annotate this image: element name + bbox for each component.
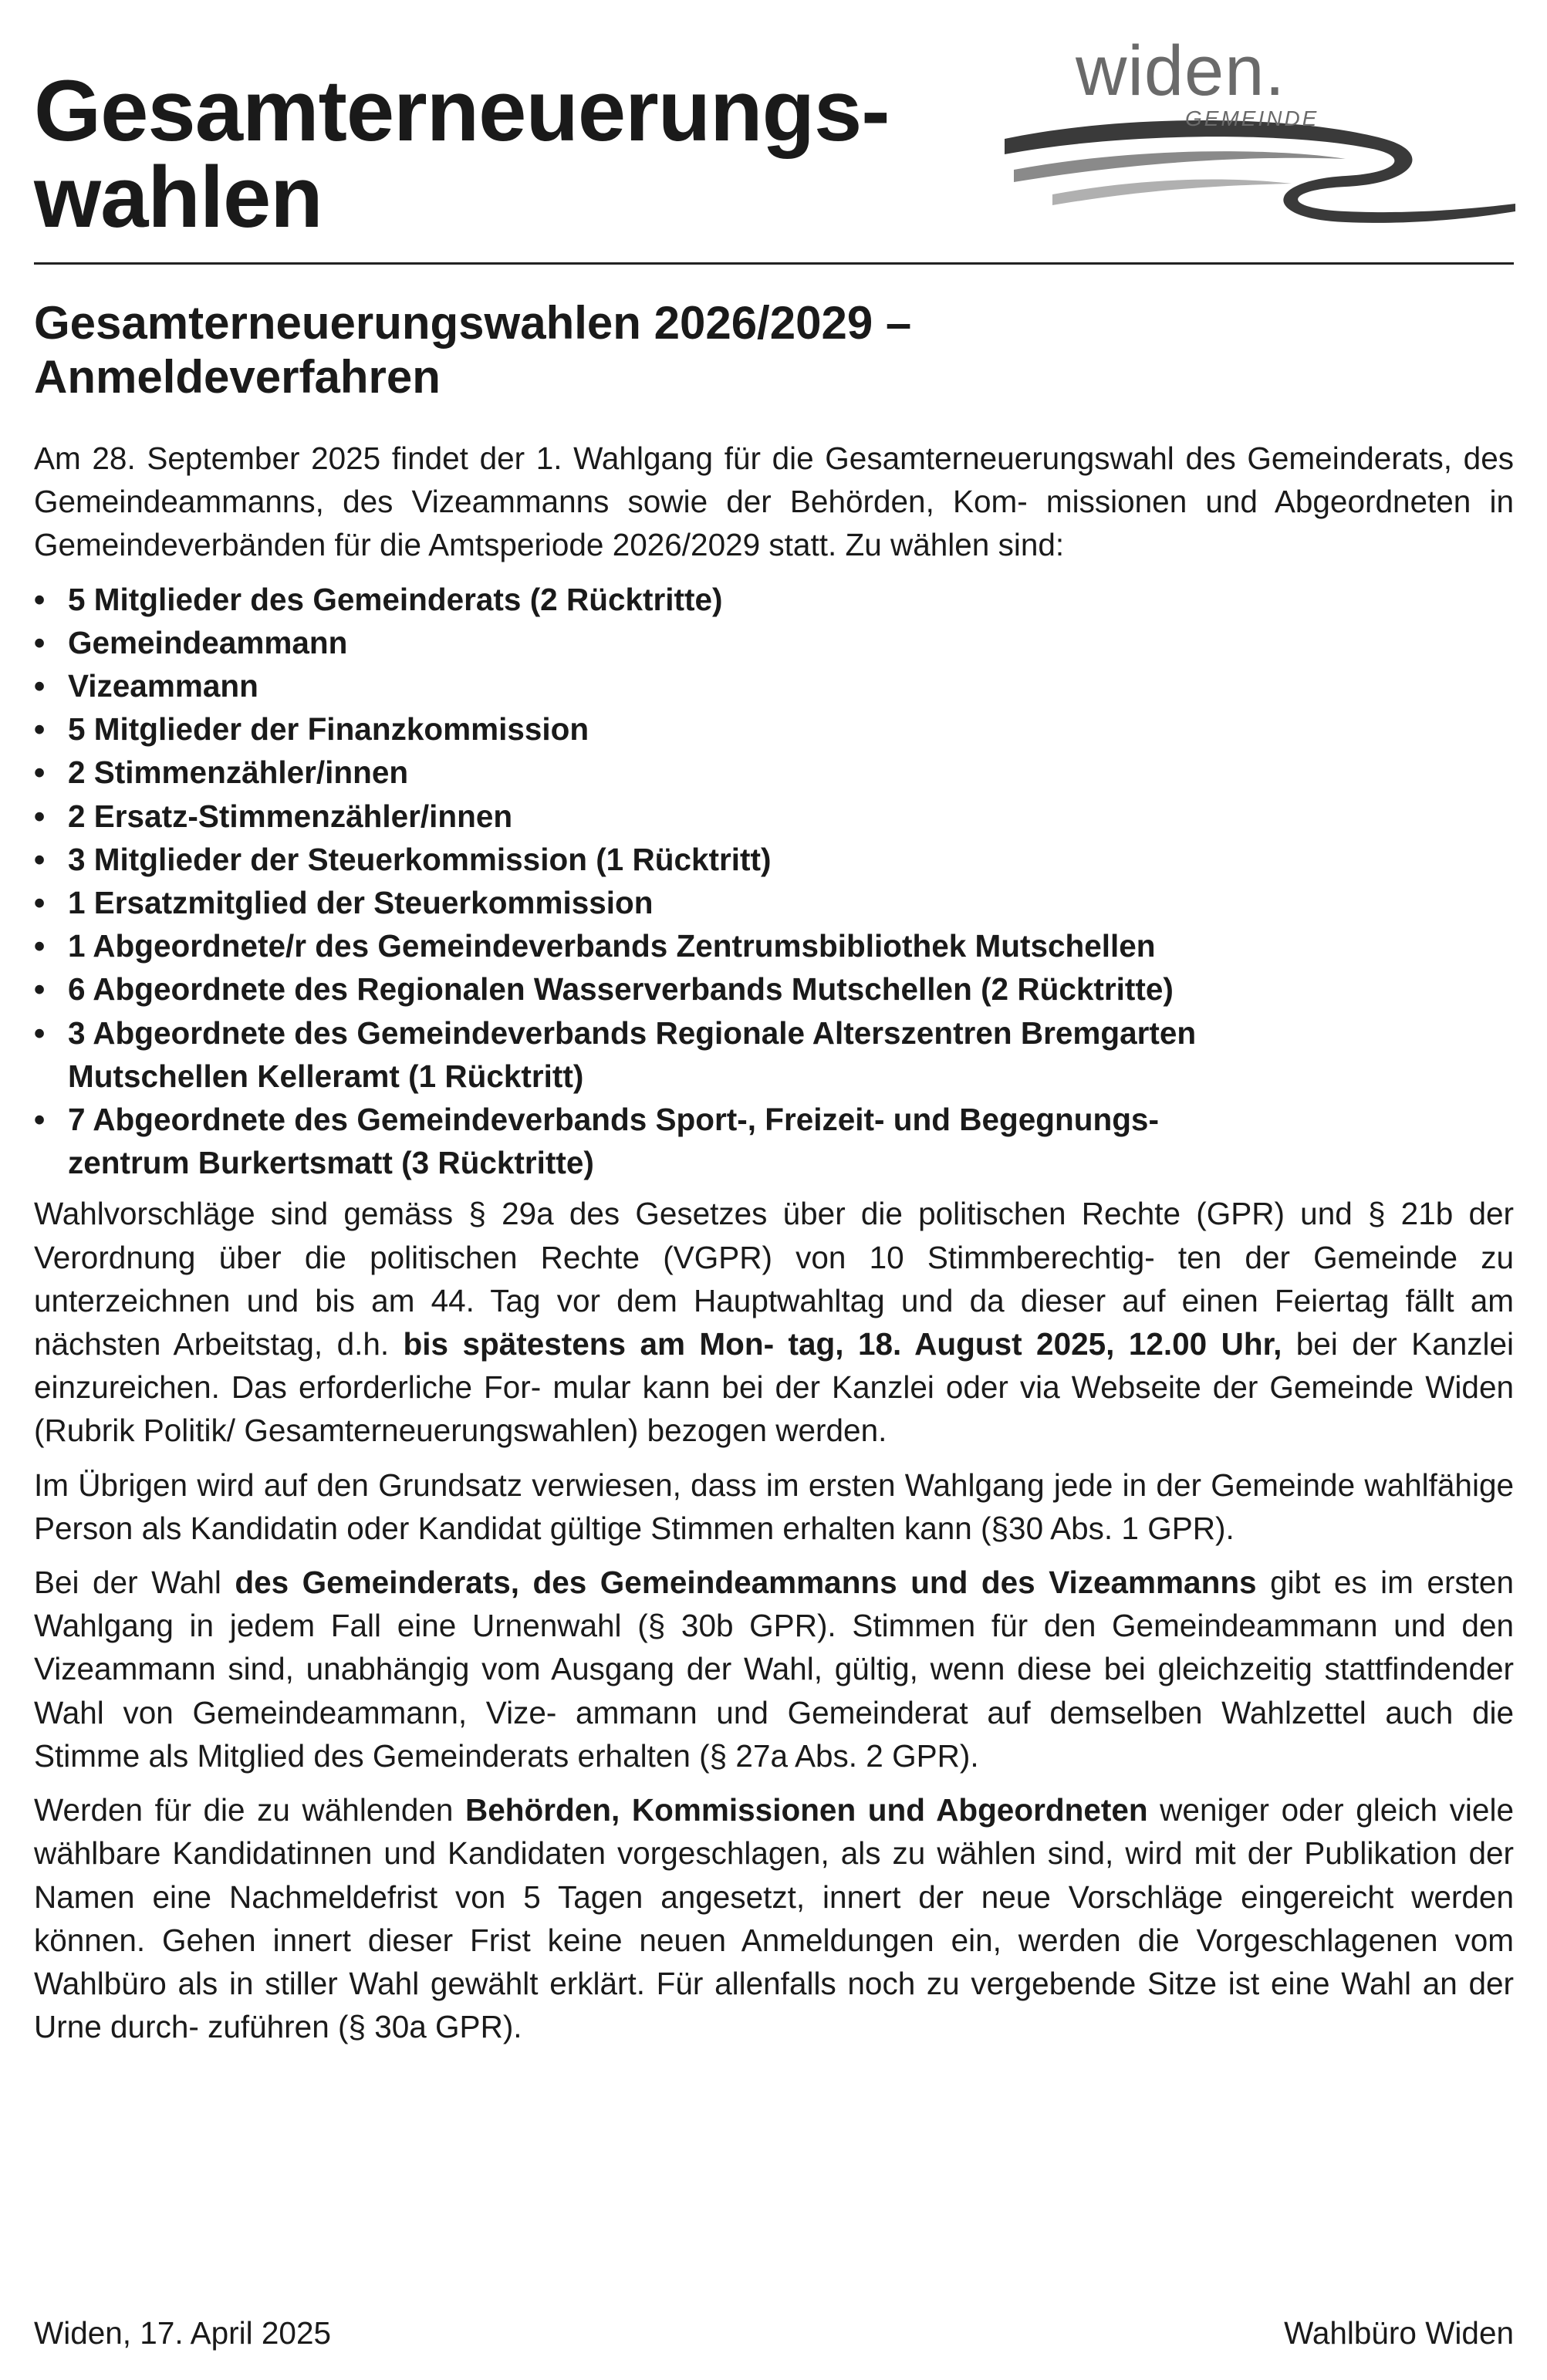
list-item xyxy=(34,621,1514,664)
list-item-text: Vizeammann xyxy=(68,668,258,704)
bullet-icon: • xyxy=(34,928,46,964)
list-item-text: 3 Abgeordnete des Gemeindeverbands Regionale Alterszentren Bremgarten xyxy=(68,1014,1197,1051)
council-election-paragraph xyxy=(34,1561,1514,1777)
intro-line: Gemeinderats, des Gemeindeammanns, des Vizeammanns sowie der Behörden, Kom- xyxy=(34,441,1514,520)
nomination-line: Wahlvorschläge sind gemäss § 29a des Gesetzes über die politischen Rechte (GPR) xyxy=(34,1196,1285,1232)
list-item xyxy=(34,838,1514,881)
bullet-icon: • xyxy=(34,581,46,617)
subtitle-line-2: Anmeldeverfahren xyxy=(34,351,441,403)
council-line: Bei der Wahl xyxy=(34,1565,235,1601)
list-item-text: Gemeindeammann xyxy=(68,624,348,660)
council-line: Gemeinderats erhalten (§ 27a Abs. 2 GPR). xyxy=(372,1737,979,1774)
intro-paragraph xyxy=(34,437,1514,567)
bullet-icon: • xyxy=(34,624,46,660)
logo-wordmark: widen. xyxy=(1076,32,1285,110)
bullet-icon: • xyxy=(34,1014,46,1051)
bullet-icon: • xyxy=(34,885,46,921)
list-item xyxy=(34,795,1514,838)
list-item xyxy=(34,967,1514,1011)
list-item-text: 1 Ersatzmitglied der Steuerkommission xyxy=(68,885,654,921)
silent-line: sind, wird mit der Publikation der Namen eine Nachmeldefrist von 5 Tagen angesetzt, xyxy=(34,1835,1514,1915)
list-item xyxy=(34,1098,1514,1184)
list-item-text: 1 Abgeordnete/r des Gemeindeverbands Zentrumsbibliothek Mutschellen xyxy=(68,928,1156,964)
intro-line: statt. Zu wählen sind: xyxy=(768,527,1065,563)
list-item-text: 2 Ersatz-Stimmenzähler/innen xyxy=(68,798,513,834)
list-item-text: 6 Abgeordnete des Regionalen Wasserverbands Mutschellen (2 Rücktritte) xyxy=(68,971,1174,1008)
positions-list xyxy=(34,578,1514,1185)
council-line: ammann und Gemeinderat auf demselben Wahlzettel auch die Stimme als Mitglied des xyxy=(34,1694,1514,1774)
bullet-icon: • xyxy=(34,755,46,791)
list-item xyxy=(34,881,1514,924)
principle-paragraph xyxy=(34,1463,1514,1550)
list-item-text: Mutschellen Kelleramt (1 Rücktritt) xyxy=(68,1058,584,1094)
bullet-icon: • xyxy=(34,841,46,877)
nomination-line: ten der Gemeinde zu unterzeichnen und bis am 44. Tag vor dem Hauptwahltag und xyxy=(34,1239,1514,1318)
footer-issuer: Wahlbüro Widen xyxy=(1284,2315,1514,2351)
deadline-text: bis spätestens am Mon- xyxy=(403,1326,775,1362)
list-item xyxy=(34,664,1514,707)
list-item-text: 5 Mitglieder der Finanzkommission xyxy=(68,711,589,748)
list-item xyxy=(34,707,1514,751)
council-line: gültig, wenn diese bei gleichzeitig stattfindender Wahl von Gemeindeammann, Vize- xyxy=(34,1651,1514,1730)
council-bold-text: des Gemeinderats, des Gemeindeammanns und des Vizeammanns xyxy=(235,1565,1257,1601)
council-line: Gemeindeammann und den Vizeammann sind, unabhängig vom Ausgang der Wahl, xyxy=(34,1608,1514,1687)
document-page xyxy=(34,0,1514,2380)
footer-place-date: Widen, 17. April 2025 xyxy=(34,2315,331,2351)
nomination-line: und § 21b der Verordnung über die politischen Rechte (VGPR) von 10 Stimmberechtig- xyxy=(34,1196,1514,1275)
silent-bold-text: Behörden, Kommissionen und Abgeordneten xyxy=(465,1792,1148,1828)
intro-line: missionen und Abgeordneten in Gemeindeverbänden für die Amtsperiode 2026/2029 xyxy=(34,484,1514,563)
section-subtitle xyxy=(34,296,911,404)
list-item-text: 3 Mitglieder der Steuerkommission (1 Rücktritt) xyxy=(68,841,772,877)
bullet-icon: • xyxy=(34,1102,46,1138)
logo-subtitle: GEMEINDE xyxy=(1185,106,1319,130)
list-item-text: 5 Mitglieder des Gemeinderats (2 Rücktritte) xyxy=(68,581,723,617)
main-title-line-2: wahlen xyxy=(34,149,323,245)
nomination-line: bei der Kanzlei einzureichen. Das erforderliche For- xyxy=(34,1326,1514,1406)
main-title-line-1: Gesamterneuerungs- xyxy=(34,62,890,159)
list-item xyxy=(34,578,1514,621)
council-line: gibt es im ersten Wahlgang in jedem Fall eine Urnenwahl (§ 30b GPR). Stimmen für den xyxy=(34,1565,1514,1644)
list-item xyxy=(34,924,1514,967)
document-footer xyxy=(34,2311,1514,2355)
bullet-icon: • xyxy=(34,971,46,1008)
list-item-text: 2 Stimmenzähler/innen xyxy=(68,755,409,791)
principle-line: Im Übrigen wird auf den Grundsatz verwiesen, dass im ersten Wahlgang jede in der xyxy=(34,1467,1201,1503)
silent-election-paragraph xyxy=(34,1788,1514,2048)
list-item-text: zentrum Burkertsmatt (3 Rücktritte) xyxy=(68,1145,594,1181)
header-divider xyxy=(34,262,1514,265)
intro-line: Am 28. September 2025 findet der 1. Wahlgang für die Gesamterneuerungswahl des xyxy=(34,441,1236,476)
list-item xyxy=(34,751,1514,794)
nomination-line: Gesamterneuerungswahlen) bezogen werden. xyxy=(244,1413,887,1449)
deadline-text: tag, 18. August 2025, 12.00 Uhr, xyxy=(788,1326,1282,1362)
bullet-icon: • xyxy=(34,798,46,834)
subtitle-line-1: Gesamterneuerungswahlen 2026/2029 – xyxy=(34,297,912,349)
bullet-icon: • xyxy=(34,711,46,748)
nomination-line: da dieser auf einen Feiertag fällt am nächsten Arbeitstag, d.h. xyxy=(34,1282,1514,1362)
nomination-paragraph xyxy=(34,1192,1514,1452)
document-body xyxy=(34,437,1514,2048)
list-item-text: 7 Abgeordnete des Gemeindeverbands Sport-, Freizeit- und Begegnungs- xyxy=(68,1102,1159,1138)
silent-line: Werden für die zu wählenden xyxy=(34,1792,466,1828)
silent-line: weniger xyxy=(1147,1792,1270,1828)
list-item xyxy=(34,1011,1514,1098)
principle-line: Gemeinde wahlfähige Person als Kandidatin oder Kandidat gültige Stimmen erhalten xyxy=(34,1467,1514,1546)
principle-line: kann (§30 Abs. 1 GPR). xyxy=(904,1510,1235,1546)
widen-gemeinde-logo xyxy=(983,23,1523,247)
main-title xyxy=(34,62,890,245)
silent-line: gewählt erklärt. Für allenfalls noch zu vergebende Sitze ist eine Wahl an der Urne durch- xyxy=(34,1965,1514,2045)
silent-line: innert der neue Vorschläge eingereicht werden können. Gehen innert dieser Frist keine xyxy=(34,1879,1514,1958)
bullet-icon: • xyxy=(34,668,46,704)
silent-line: oder gleich viele wählbare Kandidatinnen und Kandidaten vorgeschlagen, als zu wählen xyxy=(34,1792,1514,1872)
nomination-line: mular kann bei der Kanzlei oder via Webseite der Gemeinde Widen (Rubrik Politik/ xyxy=(34,1369,1514,1449)
silent-line: neuen Anmeldungen ein, werden die Vorgeschlagenen vom Wahlbüro als in stiller Wahl xyxy=(34,1922,1514,2001)
silent-line: zuführen (§ 30a GPR). xyxy=(208,2009,522,2045)
